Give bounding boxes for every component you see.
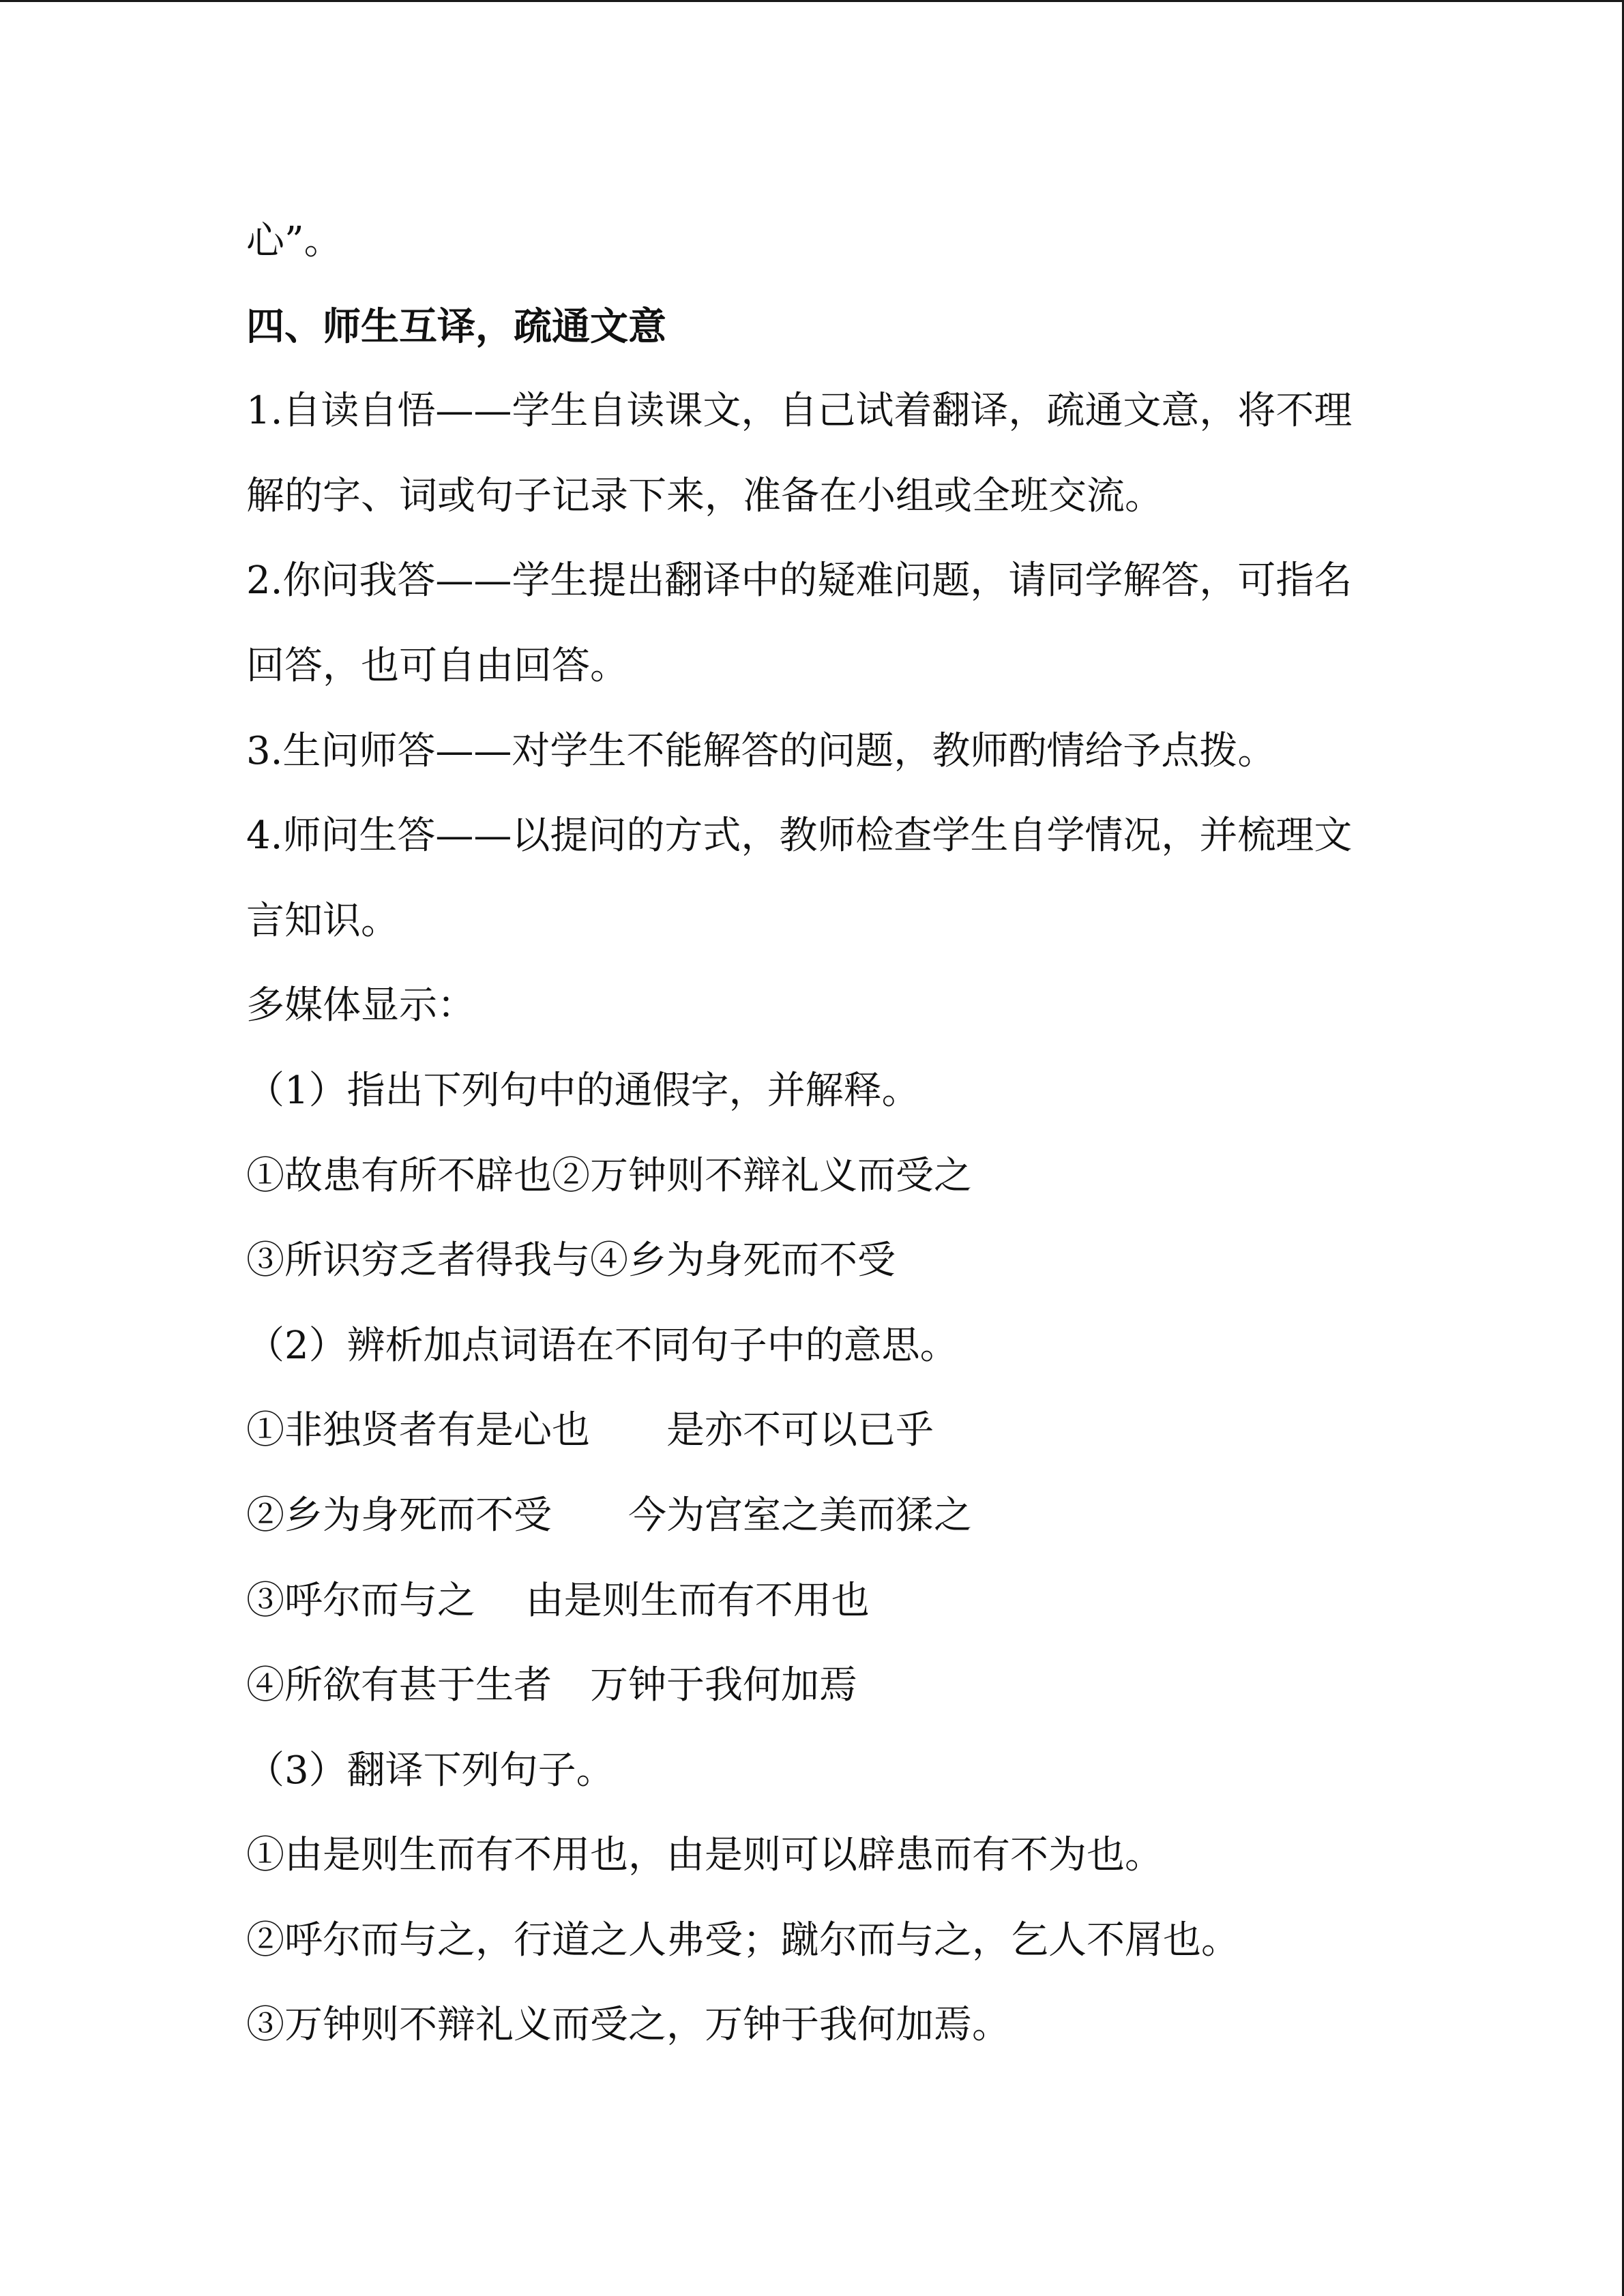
exercise-2-item: ②乡为身死而不受 今为宫室之美而猱之: [246, 1493, 972, 1538]
exercise-2-item: ③呼尔而与之 由是则生而有不用也: [246, 1578, 870, 1623]
step-3: [246, 709, 1542, 794]
exercise-3-item: ②呼尔而与之，行道之人弗受；蹴尔而与之，乞人不屑也。: [246, 1918, 1239, 1963]
exercise-3-item: ③万钟则不辩礼义而受之，万钟于我何加焉。: [246, 2003, 1010, 2048]
exercise-2-item: ①非独贤者有是心也 是亦不可以已乎: [246, 1408, 934, 1453]
exercise-1-prompt: （1）指出下列句中的通假字，并解释。: [246, 1068, 920, 1113]
step-2: [246, 539, 1542, 709]
step-2-line: 回答，也可自由回答。: [246, 643, 628, 688]
step-4-line: 言知识。: [246, 898, 399, 943]
step-1: [246, 369, 1542, 539]
page-border-top: [0, 0, 1624, 2]
page-content: [246, 199, 1542, 2068]
exercise-3-prompt: （3）翻译下列句子。: [246, 1748, 615, 1793]
exercise-1: [246, 1049, 1542, 1304]
exercise-1-item: ①故患有所不辟也②万钟则不辩礼义而受之: [246, 1153, 972, 1198]
exercise-2: [246, 1304, 1542, 1729]
exercise-1-item: ③所识穷乏者得我与④乡为身死而不受: [246, 1238, 896, 1283]
step-3-line: 3.生问师答——对学生不能解答的问题，教师酌情给予点拨。: [246, 728, 1276, 773]
step-2-line: 2.你问我答——学生提出翻译中的疑难问题，请同学解答，可指名: [246, 558, 1353, 603]
exercise-2-item: ④所欲有甚于生者 万钟于我何加焉: [246, 1663, 857, 1708]
step-4: [246, 794, 1542, 964]
exercise-3: [246, 1729, 1542, 2068]
step-1-line: 解的字、词或句子记录下来，准备在小组或全班交流。: [246, 473, 1163, 518]
section-heading: 四、师生互译，疏通文意: [246, 303, 666, 349]
step-1-line: 1.自读自悟——学生自读课文，自己试着翻译，疏通文意，将不理: [246, 389, 1353, 434]
exercise-3-item: ①由是则生而有不用也，由是则可以辟患而有不为也。: [246, 1833, 1163, 1878]
continuation-line: 心”。: [246, 219, 342, 263]
step-4-line: 4.师问生答——以提问的方式，教师检查学生自学情况，并梳理文: [246, 814, 1353, 859]
multimedia-label: 多媒体显示：: [246, 983, 475, 1028]
exercise-2-prompt: （2）辨析加点词语在不同句子中的意思。: [246, 1323, 958, 1368]
